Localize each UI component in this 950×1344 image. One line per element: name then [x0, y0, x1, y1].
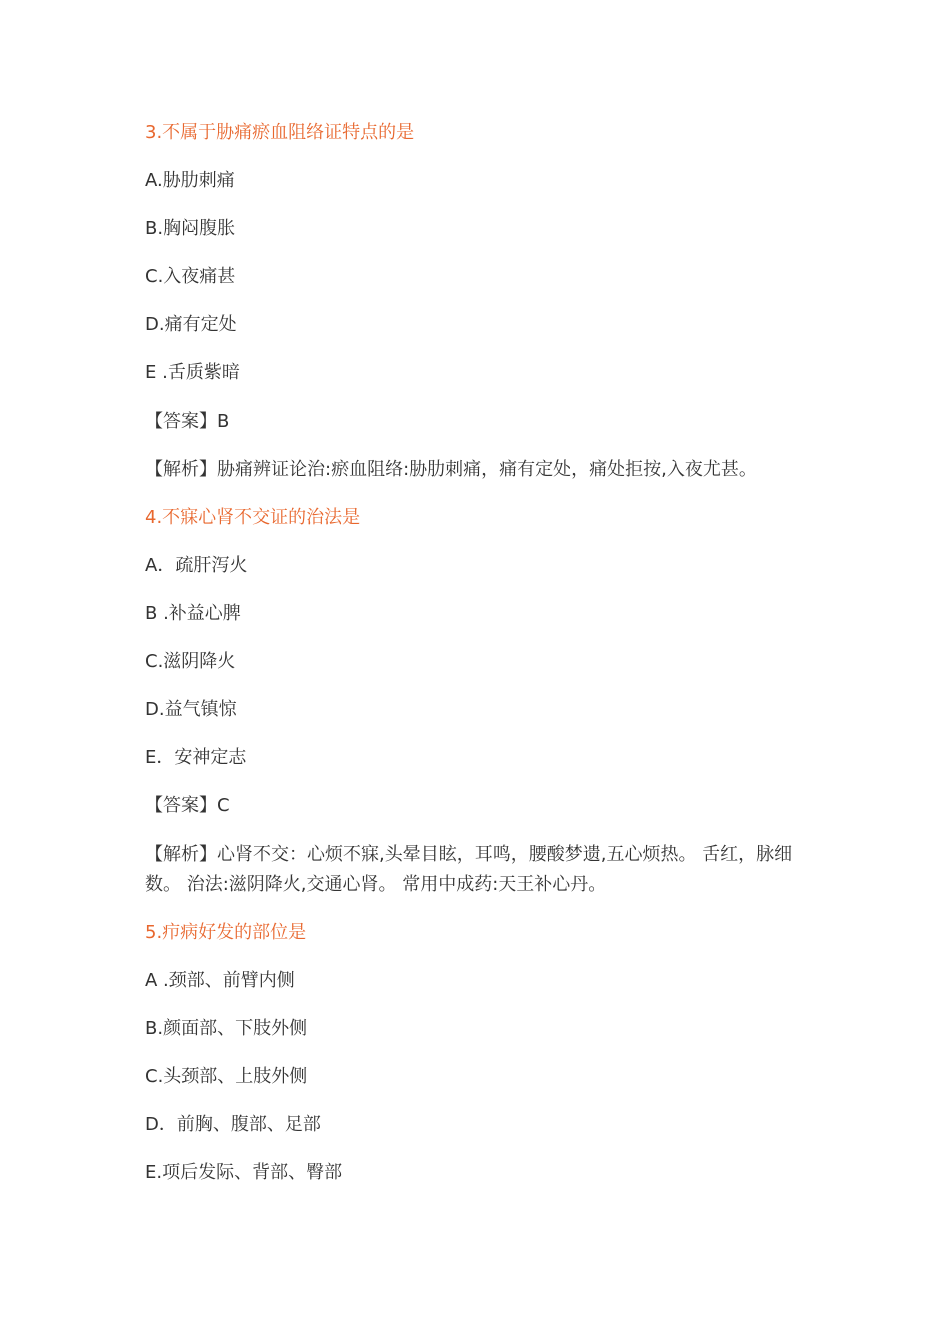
- question-5-title: 5.疖病好发的部位是: [145, 922, 307, 943]
- question-3-option-d: D.痛有定处: [145, 314, 237, 335]
- question-3-option-c: C.入夜痛甚: [145, 266, 236, 287]
- question-4-answer: 【答案】C: [145, 795, 230, 816]
- question-3-option-b: B.胸闷腹胀: [145, 218, 236, 239]
- question-5-option-b: B.颜面部、下肢外侧: [145, 1018, 308, 1039]
- question-3-answer: 【答案】B: [145, 411, 230, 432]
- question-5-option-a: A .颈部、前臂内侧: [145, 970, 295, 991]
- question-5-option-e: E.项后发际、背部、臀部: [145, 1162, 343, 1183]
- question-3-analysis: 【解析】胁痛辨证论治:瘀血阻络:胁肋刺痛，痛有定处，痛处拒按,入夜尤甚。: [145, 459, 757, 480]
- question-5-option-c: C.头颈部、上肢外侧: [145, 1066, 308, 1087]
- question-4-title: 4.不寐心肾不交证的治法是: [145, 507, 361, 528]
- question-4-option-a: A．疏肝泻火: [145, 555, 248, 576]
- question-3-title: 3.不属于胁痛瘀血阻络证特点的是: [145, 122, 415, 143]
- question-3-option-a: A.胁肋刺痛: [145, 170, 235, 191]
- question-5-option-d: D．前胸、腹部、足部: [145, 1114, 321, 1135]
- question-4-option-b: B .补益心脾: [145, 603, 241, 624]
- question-4-analysis: 【解析】心肾不交：心烦不寐,头晕目眩，耳鸣，腰酸梦遗,五心烦热。 舌红，脉细数。 治法:滋阴降火,交通心肾。 常用中成药:天王补心丹。: [145, 844, 793, 895]
- question-4-option-d: D.益气镇惊: [145, 699, 237, 720]
- question-4-option-e: E．安神定志: [145, 747, 247, 768]
- question-3-option-e: E .舌质紫暗: [145, 362, 240, 383]
- question-4-option-c: C.滋阴降火: [145, 651, 236, 672]
